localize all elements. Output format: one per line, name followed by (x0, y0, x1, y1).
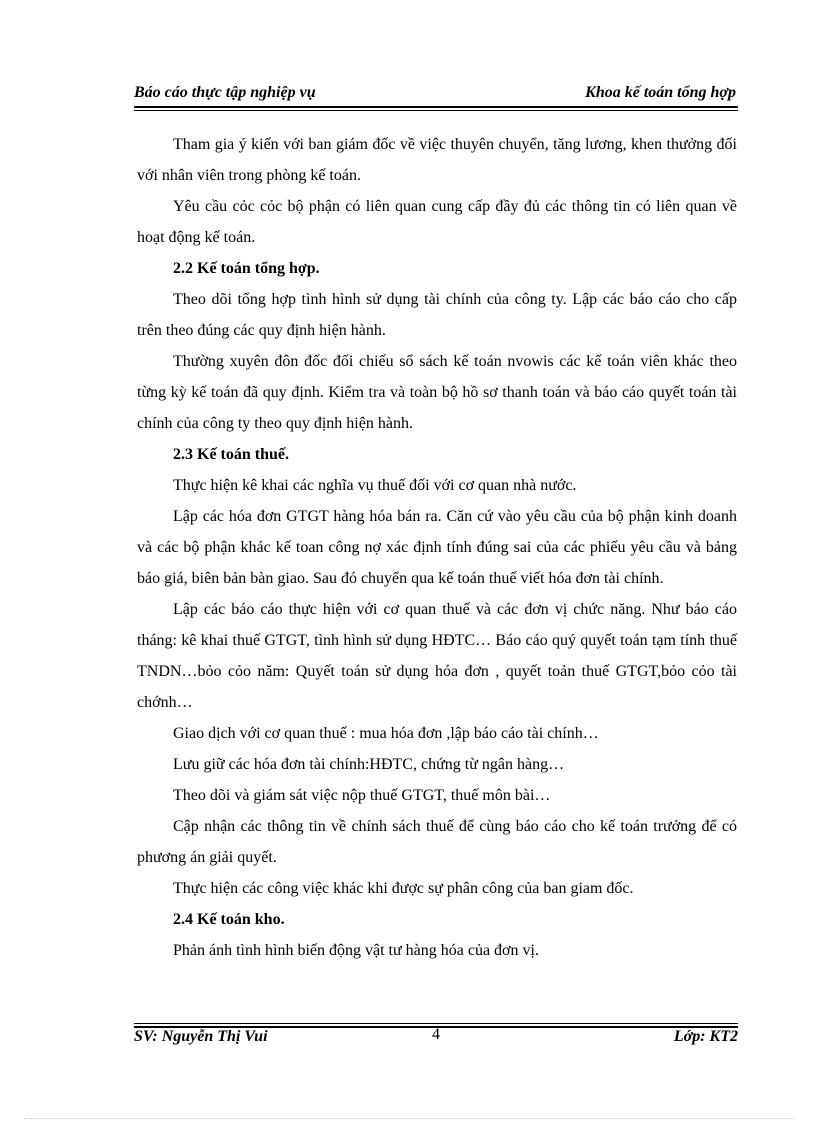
section-heading: 2.4 Kế toán kho. (173, 911, 285, 928)
section-heading: 2.2 Kế toán tổng hợp. (173, 260, 320, 277)
footer-rule-thin (134, 1023, 738, 1024)
document-body (137, 129, 737, 966)
header-department: Khoa kế toán tổng hợp (585, 84, 736, 101)
paragraph: Yêu cầu cỏc cỏc bộ phận có liên quan cung cấp đầy đủ các thông tin có liên quan về hoạt động kế toán. (137, 198, 737, 246)
paragraph: Lập các hóa đơn GTGT hàng hóa bán ra. Căn cứ vào yêu cầu của bộ phận kinh doanh và các bộ phận khác kế toan công nợ xác định tính đúng sai của các phiếu yêu cầu và bảng báo giá, biên bản bàn giao. Sau đó chuyển qua kế toán thuế viết hóa đơn tài chính. (137, 508, 737, 587)
paragraph: Thực hiện kê khai các nghĩa vụ thuế đối với cơ quan nhà nước. (173, 477, 577, 494)
page-bottom-divider (24, 1118, 794, 1119)
paragraph: Thực hiện các công việc khác khi được sự phân công của ban giam đốc. (173, 880, 634, 897)
page-number: 4 (432, 1026, 440, 1043)
section-heading: 2.3 Kế toán thuế. (173, 446, 289, 463)
page-header (134, 84, 736, 106)
header-rule-thin (134, 110, 738, 111)
header-rule-thick (134, 106, 738, 108)
paragraph: Thường xuyên đôn đốc đối chiếu sổ sách kế toán nvowis các kế toán viên khác theo từng kỳ kế toán đã quy định. Kiểm tra và toàn bộ hồ sơ thanh toán và báo cáo quyết toán tài chính của công ty theo quy định hiện hành. (137, 353, 737, 432)
paragraph: Lưu giữ các hóa đơn tài chính:HĐTC, chứng từ ngân hàng… (173, 756, 565, 773)
header-report-title: Báo cáo thực tập nghiệp vụ (134, 84, 316, 101)
paragraph: Theo dõi và giám sát việc nộp thuế GTGT, thuế môn bài… (173, 787, 551, 804)
footer-student-name: SV: Nguyễn Thị Vui (134, 1028, 268, 1045)
paragraph: Lập các báo cáo thực hiện với cơ quan thuế và các đơn vị chức năng. Như báo cáo tháng: kê khai thuế GTGT, tình hình sử dụng HĐTC… Báo cáo quý quyết toán tạm tính thuế TNDN…bỏo cỏo năm: Quyết toán sử dụng hóa đơn , quyết toản thuế GTGT,bỏo cỏo tài chớnh… (137, 601, 737, 711)
page-footer (134, 1028, 738, 1050)
paragraph: Giao dịch với cơ quan thuế : mua hóa đơn ,lập báo cáo tài chính… (173, 725, 599, 742)
paragraph: Phản ánh tình hình biến động vật tư hàng hóa của đơn vị. (173, 942, 539, 959)
paragraph: Theo dõi tổng hợp tình hình sử dụng tài chính của công ty. Lập các báo cáo cho cấp trên theo đúng các quy định hiện hành. (137, 291, 737, 339)
footer-class: Lớp: KT2 (673, 1028, 738, 1045)
paragraph: Tham gia ý kiến với ban giám đốc về việc thuyên chuyển, tăng lương, khen thưởng đối với nhân viên trong phòng kế toán. (137, 136, 737, 184)
paragraph: Cập nhận các thông tin về chính sách thuế để cùng báo cáo cho kế toán trưởng để có phương án giải quyết. (137, 818, 737, 866)
